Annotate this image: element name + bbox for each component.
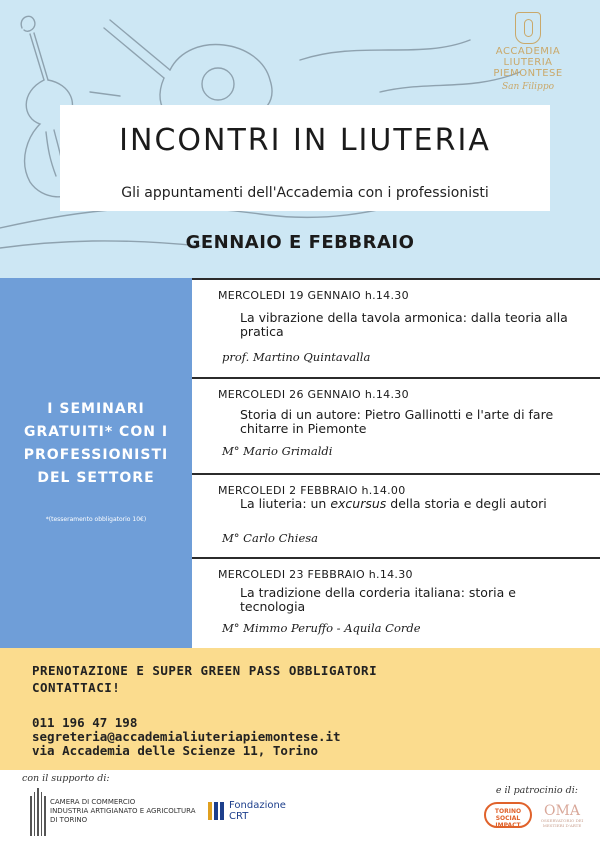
page-title: INCONTRI IN LIUTERIA <box>119 122 491 158</box>
building-columns-icon <box>30 788 46 836</box>
event-title: La vibrazione della tavola armonica: dalla teoria alla pratica <box>240 310 568 339</box>
support-label: con il supporto di: <box>22 773 110 784</box>
torino-line: SOCIAL <box>495 815 521 822</box>
cciaa-line: CAMERA DI COMMERCIO <box>50 798 136 806</box>
contact-call: CONTATTACI! <box>32 680 121 695</box>
booking-requirement: PRENOTAZIONE E SUPER GREEN PASS OBBLIGATORI <box>32 663 378 678</box>
torino-line: IMPACT <box>495 822 521 829</box>
event-title-italic: excursus <box>330 496 387 511</box>
event-title-part: La liuteria: un <box>240 496 331 511</box>
academy-logo <box>478 12 578 92</box>
event-date: MERCOLEDI 23 FEBBRAIO h.14.30 <box>218 568 413 581</box>
event-title: La tradizione della corderia italiana: storia e tecnologia <box>240 585 516 614</box>
cciaa-line: DI TORINO <box>50 816 88 824</box>
event-speaker: M° Mario Grimaldi <box>222 444 333 458</box>
seminar-panel <box>0 278 192 648</box>
booking-notice <box>32 662 377 696</box>
oma-logo <box>540 804 584 828</box>
phone-number[interactable]: 011 196 47 198 <box>32 715 138 730</box>
page-subtitle: Gli appuntamenti dell'Accademia con i professionisti <box>121 185 489 201</box>
fondazione-crt-logo <box>208 800 286 822</box>
title-box <box>60 105 550 175</box>
event-date: MERCOLEDI 26 GENNAIO h.14.30 <box>218 388 409 401</box>
crt-name <box>229 800 286 822</box>
event-speaker: M° Mimmo Peruffo - Aquila Corde <box>222 621 421 635</box>
chamber-of-commerce-name <box>50 798 196 825</box>
logo-line-2: LIUTERIA PIEMONTESE <box>493 57 563 79</box>
subtitle-box <box>60 175 550 211</box>
event-item <box>192 278 600 376</box>
event-item <box>192 473 600 557</box>
logo-line-3: San Filippo <box>501 82 554 92</box>
event-speaker: M° Carlo Chiesa <box>222 531 319 545</box>
event-title: Storia di un autore: Pietro Gallinotti e l'arte di fare chitarre in Piemonte <box>240 407 554 436</box>
event-item <box>192 557 600 647</box>
torino-line: TORINO <box>494 808 522 815</box>
crt-line: Fondazione <box>229 800 286 811</box>
seminar-promo: I SEMINARI GRATUITI* CON I PROFESSIONISTI DEL SETTORE <box>23 401 169 486</box>
footer <box>0 770 600 849</box>
email-link[interactable]: segreteria@accademialiuteriapiemontese.it <box>32 729 341 744</box>
oma-text: OMA <box>544 803 580 819</box>
event-date: MERCOLEDI 2 FEBBRAIO h.14.00 <box>218 484 406 497</box>
events-list <box>192 278 600 648</box>
event-title-part: della storia e degli autori <box>386 496 547 511</box>
address: via Accademia delle Scienze 11, Torino <box>32 743 318 758</box>
violin-logo-icon <box>515 12 541 44</box>
crt-line: CRT <box>229 811 249 822</box>
oma-subtext: OSSERVATORIO DEI MESTIERI D'ARTE <box>540 818 584 828</box>
cciaa-line: INDUSTRIA ARTIGIANATO E AGRICOLTURA <box>50 807 196 815</box>
contact-section <box>0 648 600 770</box>
months-heading: GENNAIO E FEBBRAIO <box>185 232 415 253</box>
crt-bars-icon <box>208 802 224 820</box>
contact-info <box>32 716 341 758</box>
event-speaker: prof. Martino Quintavalla <box>222 350 371 364</box>
torino-social-impact-logo <box>484 802 532 828</box>
logo-line-1: ACCADEMIA <box>495 46 561 57</box>
header <box>0 0 600 278</box>
chamber-of-commerce-logo <box>30 788 196 836</box>
event-title <box>240 497 580 511</box>
membership-note: *(tesseramento obbligatorio 10€) <box>45 516 147 523</box>
event-date: MERCOLEDI 19 GENNAIO h.14.30 <box>218 289 409 302</box>
event-item <box>192 377 600 473</box>
patronage-label: e il patrocinio di: <box>495 785 578 796</box>
